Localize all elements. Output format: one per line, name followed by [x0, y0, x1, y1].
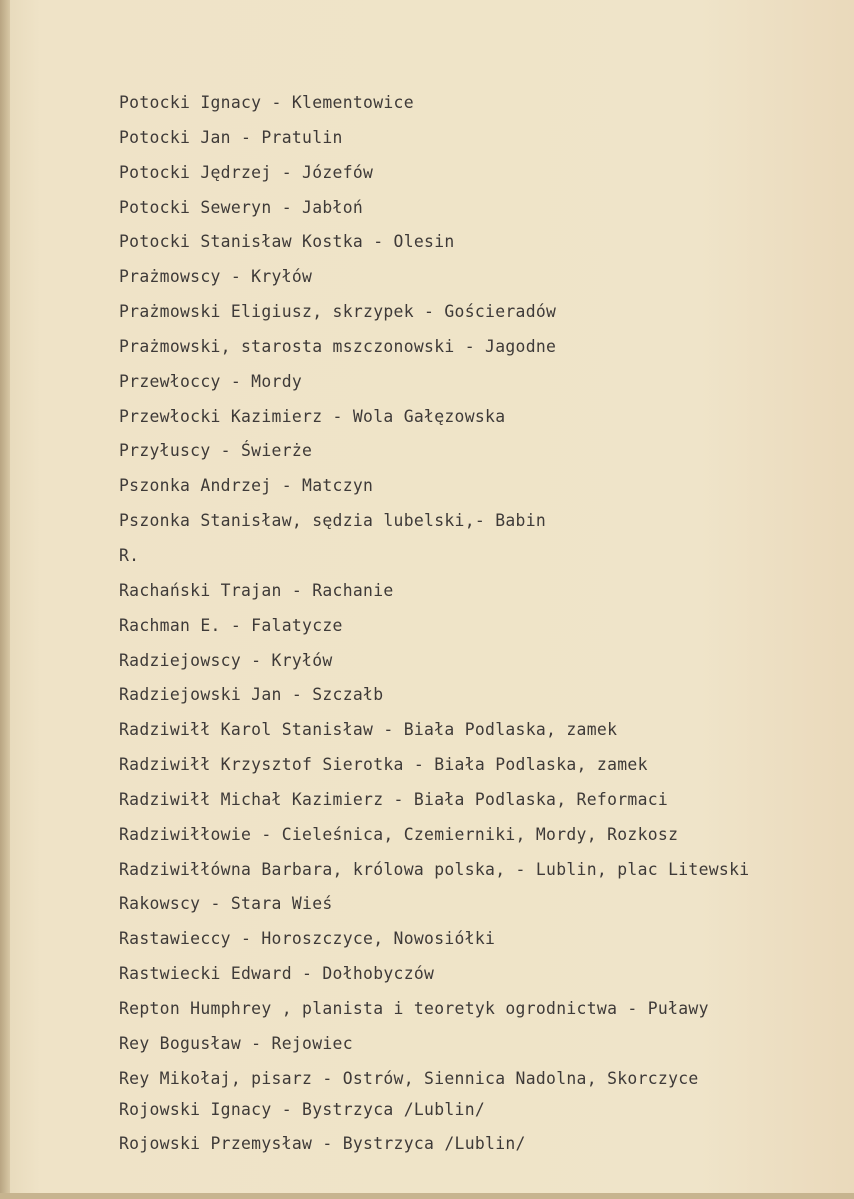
index-entry: Przewłocki Kazimierz - Wola Gałęzowska: [119, 406, 506, 426]
index-entry: Pszonka Andrzej - Matczyn: [119, 476, 374, 496]
index-entry: Radziwiłł Michał Kazimierz - Biała Podlaska, Reformaci: [119, 789, 669, 809]
index-entry: Potocki Jędrzej - Józefów: [119, 162, 374, 182]
index-entries-list: [119, 88, 749, 1164]
index-entry: Przewłoccy - Mordy: [119, 371, 303, 391]
index-entry: Rojowski Przemysław - Bystrzyca /Lublin/: [119, 1134, 526, 1154]
index-entry: Potocki Ignacy - Klementowice: [119, 93, 414, 112]
index-entry: Rachman E. - Falatycze: [119, 615, 343, 635]
index-entry: Radziwiłł Krzysztof Sierotka - Biała Podlaska, zamek: [119, 755, 648, 775]
index-entry: Prażmowscy - Kryłów: [119, 267, 313, 287]
index-entry: Repton Humphrey , planista i teoretyk ogrodnictwa - Puławy: [119, 998, 709, 1018]
index-entry: Rachański Trajan - Rachanie: [119, 580, 394, 600]
index-entry: Rojowski Ignacy - Bystrzyca /Lublin/: [119, 1099, 486, 1119]
index-entry: Radziwiłłowie - Cieleśnica, Czemierniki, Mordy, Rozkosz: [119, 824, 679, 844]
index-entry: Radziwiłłówna Barbara, królowa polska, - Lublin, plac Litewski: [119, 859, 750, 879]
index-entry: Potocki Jan - Pratulin: [119, 127, 343, 147]
page-binding-edge: [0, 0, 10, 1199]
index-entry: Rastwiecki Edward - Dołhobyczów: [119, 964, 435, 984]
index-entry: Potocki Seweryn - Jabłoń: [119, 197, 364, 217]
index-entry: Rakowscy - Stara Wieś: [119, 894, 333, 914]
index-entry: Pszonka Stanisław, sędzia lubelski,- Babin: [119, 511, 547, 531]
index-entry: Prażmowski Eligiusz, skrzypek - Gościeradów: [119, 302, 557, 322]
index-entry: Radziejowscy - Kryłów: [119, 650, 333, 670]
index-entry: Rastawieccy - Horoszczyce, Nowosiółki: [119, 929, 496, 949]
index-entry: Rey Bogusław - Rejowiec: [119, 1033, 353, 1053]
index-entry: Rey Mikołaj, pisarz - Ostrów, Siennica Nadolna, Skorczyce: [119, 1068, 699, 1088]
page-bottom-edge: [0, 1193, 854, 1199]
index-entry: Przyłuscy - Świerże: [119, 441, 313, 461]
index-entry: Radziwiłł Karol Stanisław - Biała Podlaska, zamek: [119, 720, 618, 740]
index-entry: Radziejowski Jan - Szczałb: [119, 685, 384, 705]
index-entry: Potocki Stanisław Kostka - Olesin: [119, 232, 455, 252]
index-entry: Prażmowski, starosta mszczonowski - Jagodne: [119, 336, 557, 356]
section-letter-heading: R.: [119, 545, 140, 565]
